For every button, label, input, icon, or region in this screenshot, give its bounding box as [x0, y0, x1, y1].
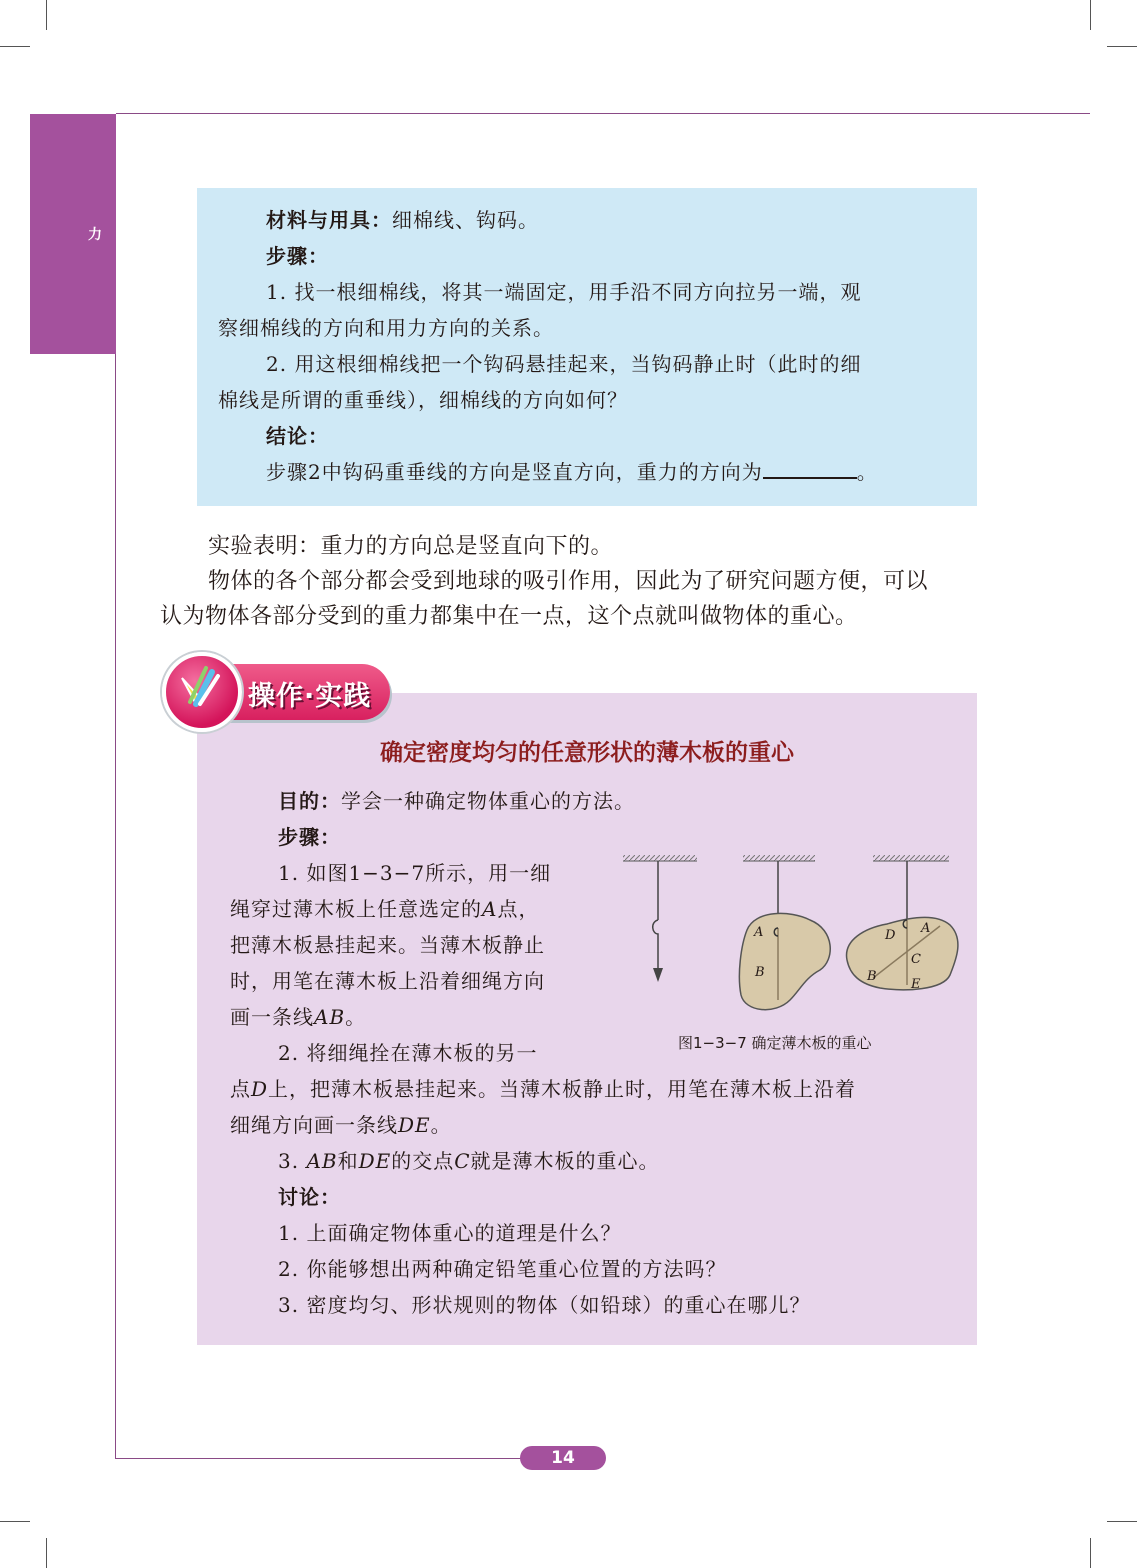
board2-label-a: A [921, 921, 931, 936]
p-step2-line3-a: 细绳方向画一条线 [230, 1113, 398, 1137]
ceiling-1 [623, 855, 697, 861]
crop-mark [46, 1538, 47, 1568]
purpose-line [278, 788, 635, 814]
step2-line2: 棉线是所谓的重垂线），细棉线的方向如何？ [218, 388, 628, 412]
crop-mark [1090, 1538, 1091, 1568]
materials-line [266, 207, 539, 233]
board-2 [847, 861, 958, 990]
p-step3-point-c: C [454, 1149, 471, 1173]
banner-title: 操作·实践 [248, 681, 372, 712]
banner-badge [162, 652, 242, 732]
ceiling-3 [873, 855, 949, 861]
materials-label: 材料与用具： [266, 208, 392, 232]
p-step2-line2 [230, 1076, 856, 1102]
discussion-label: 讨论： [278, 1185, 341, 1209]
p-step1-line4: 时，用笔在薄木板上沿着细绳方向 [230, 969, 545, 993]
p-step1-line2 [230, 896, 539, 922]
chapter-tab [30, 114, 116, 354]
conclusion-line [266, 459, 878, 485]
line-ab: AB [314, 1005, 346, 1029]
question-1: 1. 上面确定物体重心的道理是什么？ [278, 1221, 622, 1245]
p-step3-c: 和 [337, 1149, 359, 1173]
steps-label: 步骤： [266, 244, 329, 268]
plumb-line [653, 861, 663, 982]
p-step1-line5 [230, 1004, 366, 1030]
purpose-text: 学会一种确定物体重心的方法。 [341, 789, 635, 813]
practice-steps-label: 步骤： [278, 825, 341, 849]
board2-label-d: D [885, 928, 896, 943]
p-step3-ab: AB [306, 1149, 338, 1173]
body-para2-line1: 物体的各个部分都会受到地球的吸引作用，因此为了研究问题方便，可以 [208, 569, 929, 594]
purpose-label: 目的： [278, 789, 341, 813]
body-para2-line2: 认为物体各部分受到的重力都集中在一点，这个点就叫做物体的重心。 [160, 604, 858, 629]
p-step2-line3-c: 。 [430, 1113, 452, 1137]
board2-label-e: E [911, 977, 921, 992]
conclusion-end: 。 [856, 460, 878, 484]
board1-label-a: A [754, 925, 764, 940]
pencils-icon [166, 656, 230, 720]
figure-caption: 图1−3−7 确定薄木板的重心 [678, 1034, 872, 1052]
p-step3 [278, 1148, 660, 1174]
step1-line1: 1. 找一根细棉线，将其一端固定，用手沿不同方向拉另一端，观 [266, 280, 862, 304]
crop-mark [1090, 0, 1091, 30]
p-step1-line2-text: 绳穿过薄木板上任意选定的 [230, 897, 482, 921]
p-step2-line3 [230, 1112, 452, 1138]
p-step1-line3: 把薄木板悬挂起来。当薄木板静止 [230, 933, 545, 957]
ceiling-2 [743, 855, 815, 861]
conclusion-label: 结论： [266, 424, 329, 448]
conclusion-text: 步骤2中钩码重垂线的方向是竖直方向，重力的方向为 [266, 460, 763, 484]
p-step2-line2-c: 上，把薄木板悬挂起来。当薄木板静止时，用笔在薄木板上沿着 [268, 1077, 857, 1101]
p-step2-line2-a: 点 [230, 1077, 251, 1101]
practice-title: 确定密度均匀的任意形状的薄木板的重心 [380, 740, 794, 766]
crop-mark [1107, 1521, 1137, 1522]
page-frame-bottom [115, 1458, 535, 1459]
board2-label-c: C [911, 952, 921, 967]
point-d: D [251, 1077, 269, 1101]
crop-mark [0, 1521, 30, 1522]
p-step1-line2-end: 点， [497, 897, 540, 921]
step2-line1: 2. 用这根细棉线把一个钩码悬挂起来，当钩码静止时（此时的细 [266, 352, 862, 376]
page-number: 14 [520, 1446, 606, 1470]
p-step3-e: 的交点 [391, 1149, 455, 1173]
p-step1-line5-text: 画一条线 [230, 1005, 314, 1029]
answer-blank [763, 459, 857, 479]
crop-mark [46, 0, 47, 30]
p-step1-line1: 1. 如图1−3−7所示，用一细 [278, 861, 552, 885]
materials-text: 细棉线、钩码。 [392, 208, 539, 232]
p-step1-line5-end: 。 [345, 1005, 367, 1029]
figure-1-3-7 [615, 850, 965, 1020]
p-step2-line1: 2. 将细绳拴在薄木板的另一 [278, 1041, 538, 1065]
p-step3-g: 就是薄木板的重心。 [470, 1149, 660, 1173]
board1-label-b: B [755, 965, 765, 980]
body-para1: 实验表明：重力的方向总是竖直向下的。 [208, 534, 614, 559]
question-3: 3. 密度均匀、形状规则的物体（如铅球）的重心在哪儿？ [278, 1293, 811, 1317]
p-step3-de: DE [358, 1149, 392, 1173]
p-step3-a: 3. [278, 1149, 307, 1173]
question-2: 2. 你能够想出两种确定铅笔重心位置的方法吗？ [278, 1257, 727, 1281]
crop-mark [1107, 46, 1137, 47]
crop-mark [0, 46, 30, 47]
point-a: A [482, 897, 498, 921]
step1-line2: 察细棉线的方向和用力方向的关系。 [218, 316, 554, 340]
board2-label-b: B [867, 969, 877, 984]
chapter-label: 力 [88, 227, 102, 243]
page-frame-top [116, 113, 1090, 114]
line-de: DE [398, 1113, 431, 1137]
